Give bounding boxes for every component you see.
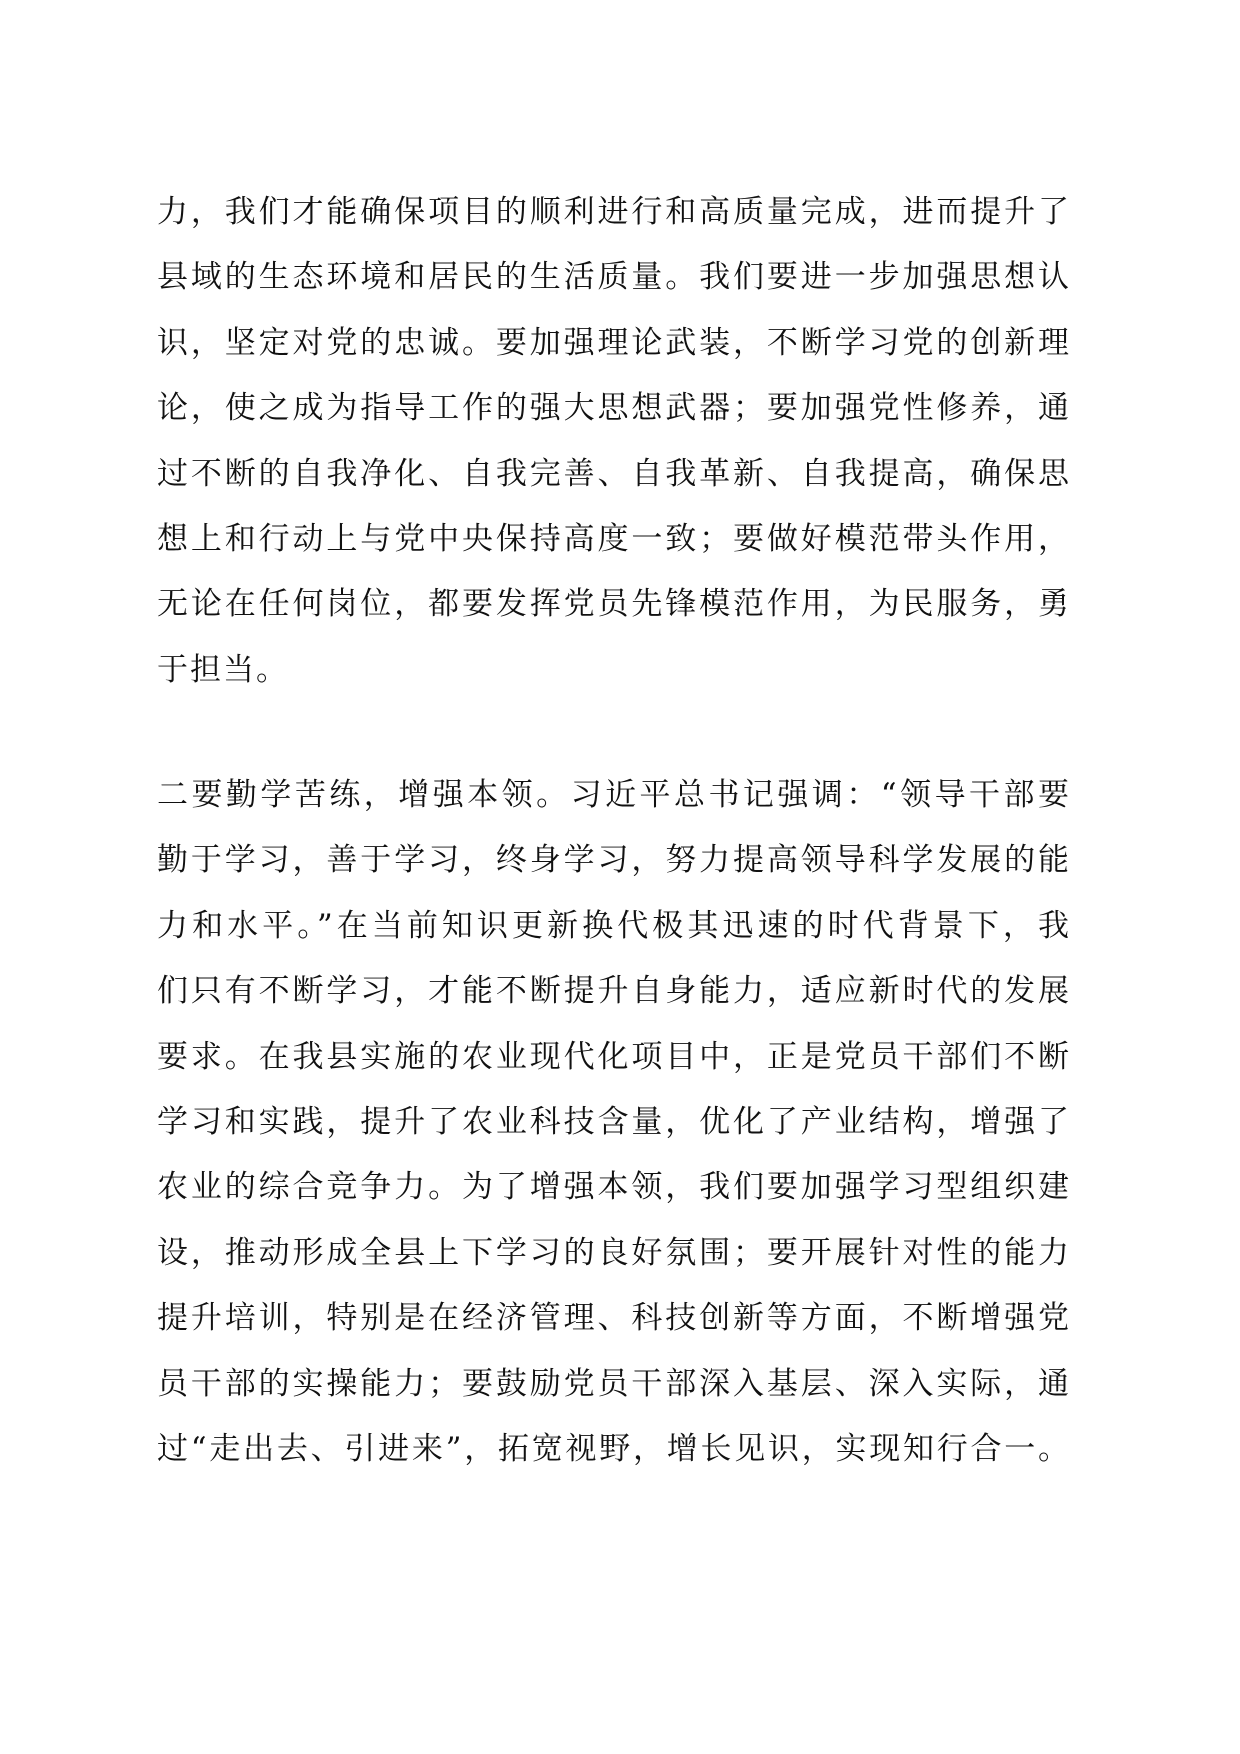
text-line: 县域的生态环境和居民的生活质量。我们要进一步加强思想认 — [157, 259, 1071, 296]
text-line: 员干部的实操能力；要鼓励党员干部深入基层、深入实际，通 — [157, 1365, 1071, 1402]
text-line: 提升培训，特别是在经济管理、科技创新等方面，不断增强党 — [157, 1300, 1071, 1337]
text-line: 想上和行动上与党中央保持高度一致；要做好模范带头作用， — [157, 520, 1071, 557]
text-line: 设，推动形成全县上下学习的良好氛围；要开展针对性的能力 — [157, 1234, 1071, 1271]
text-line: 过“走出去、引进来”，拓宽视野，增长见识，实现知行合一。 — [157, 1430, 1071, 1467]
text-line: 论，使之成为指导工作的强大思想武器；要加强党性修养，通 — [157, 390, 1071, 427]
text-line: 识，坚定对党的忠诚。要加强理论武装，不断学习党的创新理 — [157, 324, 1071, 361]
text-line: 无论在任何岗位，都要发挥党员先锋模范作用，为民服务，勇 — [157, 586, 1071, 623]
paragraph-party-loyalty — [157, 180, 1071, 703]
text-line: 过不断的自我净化、自我完善、自我革新、自我提高，确保思 — [157, 455, 1071, 492]
text-line: 于担当。 — [157, 651, 289, 688]
text-line: 农业的综合竞争力。为了增强本领，我们要加强学习型组织建 — [157, 1169, 1071, 1206]
text-line: 二要勤学苦练，增强本领。习近平总书记强调：“领导干部要 — [157, 777, 1071, 813]
text-line: 勤于学习，善于学习，终身学习，努力提高领导科学发展的能 — [157, 842, 1071, 879]
text-line: 要求。在我县实施的农业现代化项目中，正是党员干部们不断 — [157, 1038, 1071, 1075]
text-line: 学习和实践，提升了农业科技含量，优化了产业结构，增强了 — [157, 1103, 1071, 1140]
text-line: 力和水平。”在当前知识更新换代极其迅速的时代背景下，我 — [157, 907, 1071, 944]
paragraph-study-and-skills — [157, 763, 1071, 1482]
text-line: 们只有不断学习，才能不断提升自身能力，适应新时代的发展 — [157, 973, 1071, 1010]
text-line: 力，我们才能确保项目的顺利进行和高质量完成，进而提升了 — [157, 194, 1071, 230]
